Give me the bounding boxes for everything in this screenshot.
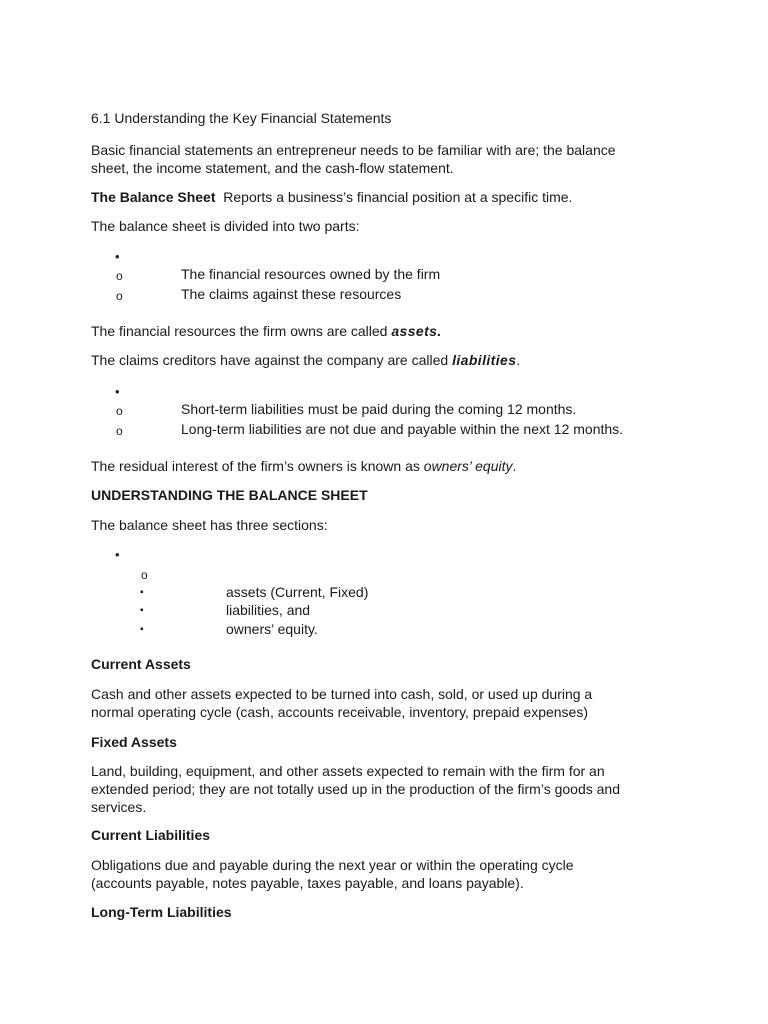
liabilities-sentence-text: The claims creditors have against the company are called	[91, 352, 453, 368]
section-item: liabilities, and	[226, 602, 311, 618]
part-item: The financial resources owned by the firm	[181, 266, 441, 282]
current-liabilities-line: (accounts payable, notes payable, taxes payable, and loans payable).	[91, 875, 524, 891]
equity-sentence-text: The residual interest of the firm’s owners is known as	[91, 458, 424, 474]
current-liabilities-line: Obligations due and payable during the next year or within the operating cycle	[91, 857, 574, 873]
section-item: assets (Current, Fixed)	[226, 584, 369, 600]
fixed-assets-line: Land, building, equipment, and other assets expected to remain with the firm for an	[91, 763, 605, 779]
liability-type-item: Long-term liabilities are not due and payable within the next 12 months.	[181, 421, 624, 437]
equity-sentence-end: .	[512, 458, 517, 474]
assets-sentence	[91, 322, 442, 340]
intro-line-1: Basic financial statements an entrepreneur needs to be familiar with are; the balance	[91, 142, 616, 158]
balance-sheet-text: Reports a business’s financial position at a specific time.	[223, 189, 573, 205]
part-item: The claims against these resources	[181, 286, 402, 302]
square-marker: ▪	[140, 624, 144, 635]
bullet-marker: •	[115, 384, 120, 399]
balance-sheet-definition	[91, 188, 572, 206]
circle-marker: o	[116, 424, 123, 438]
square-marker: ▪	[140, 587, 144, 598]
section-item: owners’ equity.	[226, 621, 318, 637]
fixed-assets-line: services.	[91, 799, 147, 815]
equity-sentence	[91, 457, 516, 475]
circle-marker: o	[116, 404, 123, 418]
current-assets-title: Current Assets	[91, 656, 191, 672]
current-assets-line: Cash and other assets expected to be turned into cash, sold, or used up during a	[91, 686, 593, 702]
long-term-liabilities-title: Long-Term Liabilities	[91, 904, 232, 920]
equity-term: owners’ equity	[423, 458, 513, 474]
bullet-marker: •	[115, 547, 120, 562]
understanding-heading: UNDERSTANDING THE BALANCE SHEET	[91, 487, 368, 503]
sections-intro: The balance sheet has three sections:	[91, 517, 328, 533]
circle-marker: o	[116, 289, 123, 303]
liabilities-term: liabilities	[452, 352, 517, 368]
current-assets-line: normal operating cycle (cash, accounts receivable, inventory, prepaid expenses)	[91, 704, 588, 720]
liabilities-sentence	[91, 351, 520, 369]
liabilities-sentence-end: .	[516, 352, 521, 368]
fixed-assets-title: Fixed Assets	[91, 734, 177, 750]
circle-marker: o	[141, 568, 148, 582]
section-heading: 6.1 Understanding the Key Financial Statements	[91, 110, 392, 126]
liability-type-item: Short-term liabilities must be paid during the coming 12 months.	[181, 401, 577, 417]
square-marker: ▪	[140, 605, 144, 616]
assets-term: assets.	[391, 323, 442, 339]
assets-sentence-text: The financial resources the firm owns are called	[91, 323, 392, 339]
bullet-marker: •	[115, 249, 120, 264]
divided-text: The balance sheet is divided into two parts:	[91, 218, 360, 234]
balance-sheet-term: The Balance Sheet	[91, 189, 216, 205]
intro-line-2: sheet, the income statement, and the cash-flow statement.	[91, 160, 454, 176]
current-liabilities-title: Current Liabilities	[91, 827, 211, 843]
circle-marker: o	[116, 269, 123, 283]
fixed-assets-line: extended period; they are not totally used up in the production of the firm’s goods and	[91, 781, 620, 797]
